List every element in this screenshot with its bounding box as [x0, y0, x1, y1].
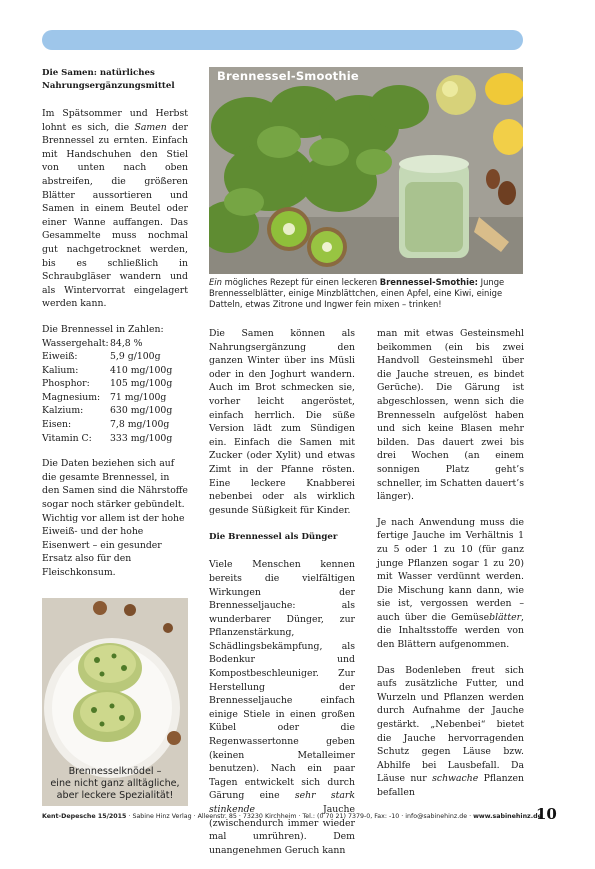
- naehrwert-value: 5,9 g/100g: [110, 351, 161, 363]
- naehrwert-value: 105 mg/100g: [110, 378, 173, 390]
- naehrwert-value: 333 mg/100g: [110, 432, 173, 444]
- naehrwert-value: 630 mg/100g: [110, 405, 173, 417]
- footer-website[interactable]: www.sabinehinz.de: [473, 813, 542, 820]
- paragraph: Die Samen können als Nahrungsergänzung den ganzen Winter über ins Müsli oder in den Joghurt wandern. Auch im Brot schmecken sie, vorher leicht angeröstet, einfach herrlich. Die süße Version lädt zum Sündigen ein. Einfach die Samen mit Zucker (oder Xylit) und etwas Zimt in der Pfanne rösten. Eine leckere Knabberei nebenbei oder als wirklich gesunde Süßigkeit für Kinder.: [209, 328, 355, 516]
- naehrwert-key: Kalium:: [42, 364, 79, 376]
- page-number: 10: [536, 805, 557, 823]
- naehrwert-key: Eiweiß:: [42, 351, 78, 363]
- footer: Kent-Depesche 15/2015 · Sabine Hinz Verlag · Alleenstr. 85 · 73230 Kirchheim · Tel.: (0 70 21) 7379-0, Fax: -10 · info@sabinehinz.de · www.sabinehinz.de: [42, 813, 542, 820]
- header-bar: [42, 30, 523, 50]
- naehrwert-row: [42, 418, 172, 432]
- naehrwert-value: 71 mg/100g: [110, 391, 167, 403]
- naehrwert-key: Phosphor:: [42, 378, 90, 390]
- section-heading-samen: Die Samen: natürliches Nahrungsergänzungsmittel: [42, 68, 175, 91]
- paragraph: Im Spätsommer und Herbst lohnt es sich, die Samen der Brennessel zu ernten. Einfach mit Handschuhen den Stiel von unten nach oben abstreifen, die größeren Blätter aussortieren und Samen in einem Beutel oder einer Wanne auffangen. Das Gesammelte muss nochmal gut nachgetrocknet werden, bis es schließlich in Schraubgläser wandern und als Wintervorrat eingelagert werden kann.: [42, 108, 188, 310]
- naehrwert-value: 84,8 %: [110, 337, 143, 349]
- middle-column: [209, 327, 355, 869]
- smoothie-photo: [209, 67, 523, 274]
- naehrwert-key: Wassergehalt:: [42, 337, 109, 349]
- naehrwert-row: [42, 337, 172, 351]
- smoothie-caption: Ein mögliches Rezept für einen leckeren Brennessel-Smothie: Junge Brennesselblätter, einige Minzblättchen, einen Apfel, eine Kiwi, einige Datteln, etwas Zitrone und Ingwer fein mixen – trinken!: [209, 277, 505, 309]
- naehrwert-key: Kalzium:: [42, 405, 84, 417]
- naehrwert-row: [42, 404, 172, 418]
- naehrwert-row: [42, 350, 172, 364]
- naehrwert-value: 7,8 mg/100g: [110, 419, 170, 431]
- zahlen-title: Die Brennessel in Zahlen:: [42, 323, 164, 335]
- photo-title: Brennessel-Smoothie: [217, 69, 359, 83]
- footer-brand: Kent-Depesche 15/2015: [42, 813, 127, 820]
- naehrwert-row: [42, 377, 172, 391]
- naehrwert-key: Vitamin C:: [42, 432, 92, 444]
- naehrwert-key: Magnesium:: [42, 391, 101, 403]
- naehrwert-key: Eisen:: [42, 419, 72, 431]
- knoedel-caption: Brennesselknödel – eine nicht ganz alltägliche, aber leckere Spezialität!: [50, 766, 180, 801]
- naehrwert-row: [42, 391, 172, 405]
- smoothie-illustration: [209, 67, 523, 274]
- naehrwert-table: [42, 337, 172, 446]
- paragraph: Die Daten beziehen sich auf die gesamte Brennessel, in den Samen sind die Nährstoffe sogar noch stärker gebündelt. Wichtig vor allem ist der hohe Eiweiß- und der hohe Eisenwert – ein gesunder Ersatz also für den Fleischkonsum.: [42, 458, 188, 578]
- paragraph: Je nach Anwendung muss die fertige Jauche im Verhältnis 1 zu 5 oder 1 zu 10 (für ganz junge Pflanzen sogar 1 zu 20) mit Wasser verdünnt werden. Die Mischung kann dann, wie sie ist, vergossen werden – auch über die Gemüseblätter, die Inhaltsstoffe werden von den Blättern aufgenommen.: [377, 516, 524, 651]
- naehrwert-value: 410 mg/100g: [110, 364, 173, 376]
- naehrwert-row: [42, 364, 172, 378]
- section-heading-duenger: Die Brennessel als Dünger: [209, 532, 338, 543]
- left-column: [42, 67, 188, 592]
- paragraph: Viele Menschen kennen bereits die vielfältigen Wirkungen der Brennesseljauche: als wunderbarer Dünger, zur Pflanzenstärkung, Schädlingsbekämpfung, als Bodenkur und Kompostbeschleuniger. Zur Herstellung der Brennesseljauche einfach einige Stiele in einen großen Kübel oder die Regenwassertonne geben (keinen Metalleimer benutzen). Nach ein paar Tagen entwickelt sich durch Gärung eine sehr stark stinkende Jauche (zwischendurch immer wieder mal umrühren). Dem unangenehmen Geruch kann: [209, 559, 355, 856]
- paragraph: Das Bodenleben freut sich aufs zusätzliche Futter, und Wurzeln und Pflanzen werden durch Aufnahme der Jauche gestärkt. „Nebenbei“ bietet die Jauche hervorragenden Schutz gegen Läuse bzw. Abhilfe bei Lausbefall. Da Läuse nur schwache Pflanzen befallen: [377, 664, 524, 798]
- right-column: [377, 327, 524, 812]
- naehrwert-row: [42, 432, 172, 446]
- paragraph: man mit etwas Gesteinsmehl beikommen (ein bis zwei Handvoll Gesteinsmehl über die Jauche streuen, es bindet Gerüche). Die Gärung ist abgeschlossen, wenn sich die Brennesseln aufgelöst haben und sich keine Blasen mehr bilden. Das dauert zwei bis drei Wochen (an einem sonnigen Platz geht’s schneller, im Schatten dauert’s länger).: [377, 328, 524, 503]
